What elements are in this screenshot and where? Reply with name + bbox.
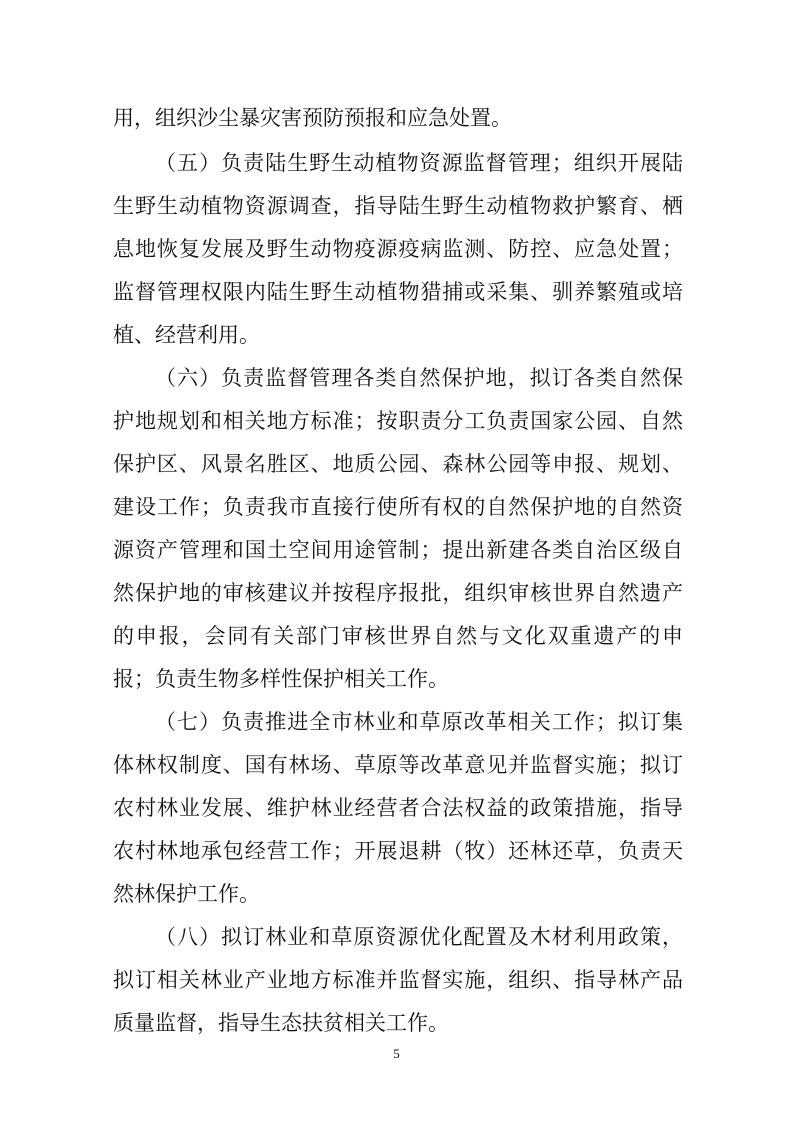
- text-line: 农村林业发展、维护林业经营者合法权益的政策措施，指导: [113, 796, 683, 820]
- text-line: 护地规划和相关地方标准；按职责分工负责国家公园、自然: [113, 409, 683, 433]
- text-line: 的申报，会同有关部门审核世界自然与文化双重遗产的申: [113, 624, 683, 648]
- text-line: （七）负责推进全市林业和草原改革相关工作；拟订集: [155, 710, 683, 734]
- text-line: （五）负责陆生野生动植物资源监督管理；组织开展陆: [155, 151, 683, 175]
- text-line: 生野生动植物资源调查，指导陆生野生动植物救护繁育、栖: [113, 194, 683, 218]
- text-line: （八）拟订林业和草原资源优化配置及木材利用政策，: [155, 925, 683, 949]
- text-line: 用，组织沙尘暴灾害预防预报和应急处置。: [113, 106, 512, 130]
- text-line: 植、经营利用。: [113, 323, 260, 347]
- text-line: 监督管理权限内陆生野生动植物猎捕或采集、驯养繁殖或培: [113, 280, 683, 304]
- text-line: 然保护地的审核建议并按程序报批，组织审核世界自然遗产: [113, 581, 683, 605]
- text-line: 体林权制度、国有林场、草原等改革意见并监督实施；拟订: [113, 753, 683, 777]
- text-line: 保护区、风景名胜区、地质公园、森林公园等申报、规划、: [113, 452, 683, 476]
- text-line: 拟订相关林业产业地方标准并监督实施，组织、指导林产品: [113, 968, 683, 992]
- text-line: （六）负责监督管理各类自然保护地，拟订各类自然保: [155, 366, 683, 390]
- text-line: 然林保护工作。: [113, 882, 260, 906]
- text-line: 建设工作；负责我市直接行使所有权的自然保护地的自然资: [113, 495, 683, 519]
- text-line: 报；负责生物多样性保护相关工作。: [113, 667, 449, 691]
- text-line: 农村林地承包经营工作；开展退耕（牧）还林还草，负责天: [113, 839, 683, 863]
- text-line: 质量监督，指导生态扶贫相关工作。: [113, 1011, 449, 1035]
- text-line: 源资产管理和国土空间用途管制；提出新建各类自治区级自: [113, 538, 683, 562]
- page-number: 5: [393, 1046, 400, 1061]
- text-line: 息地恢复发展及野生动物疫源疫病监测、防控、应急处置；: [113, 237, 683, 261]
